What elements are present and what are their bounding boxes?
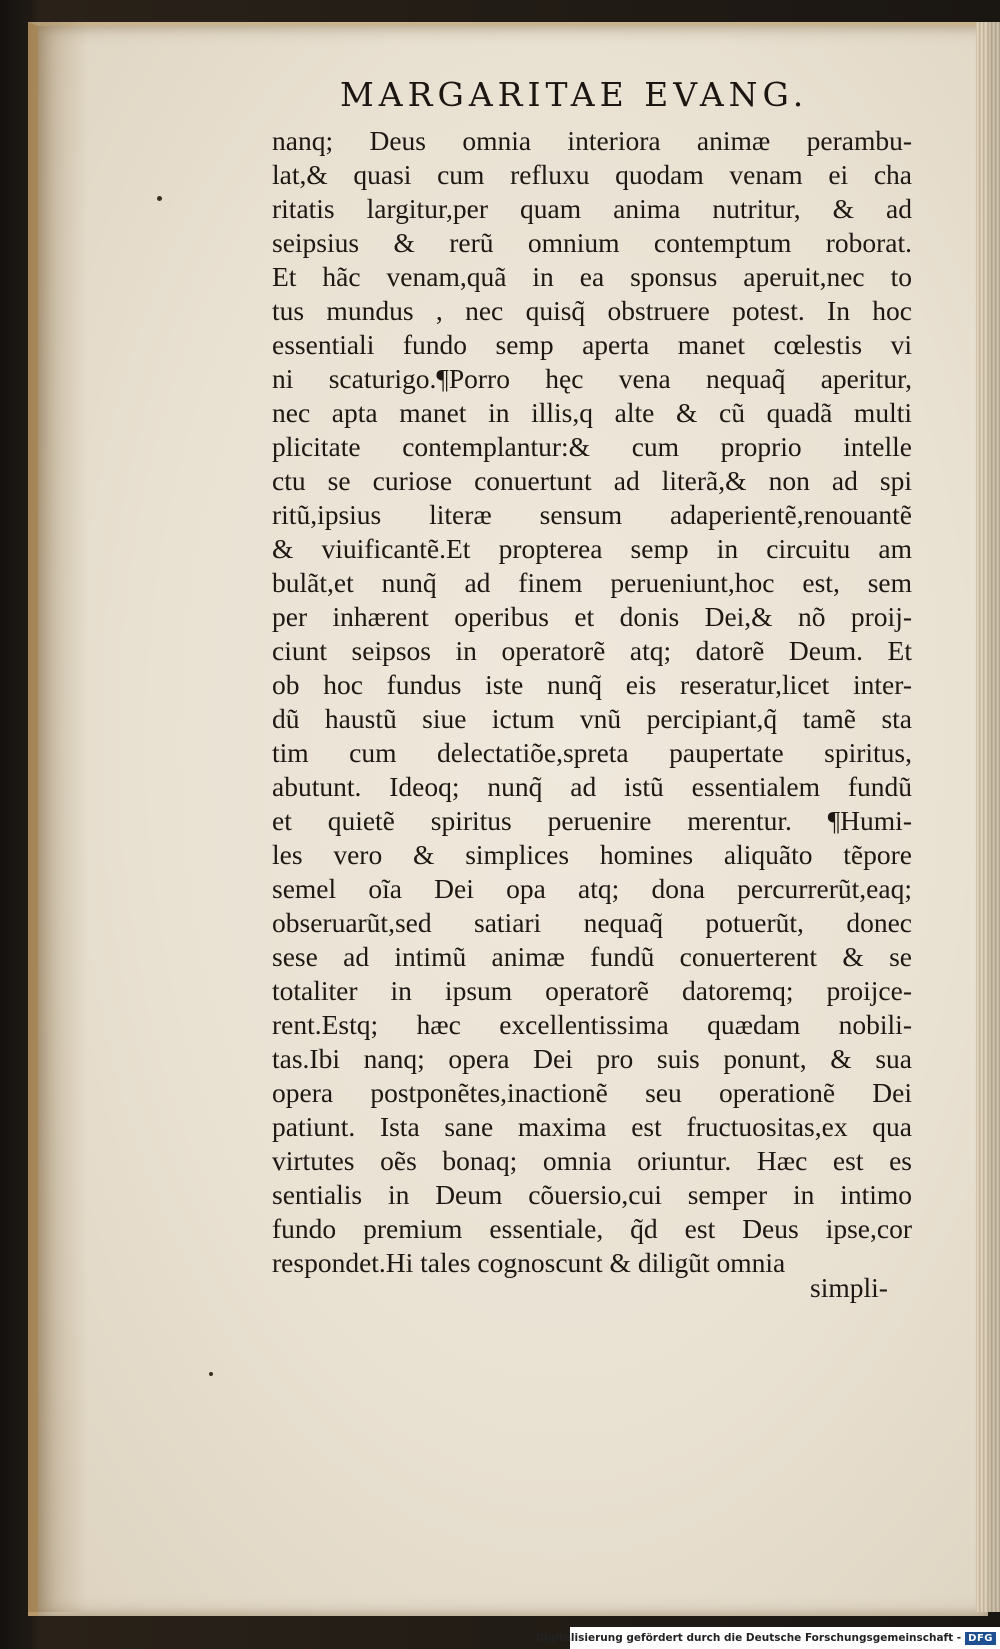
text-line: semel oĩa Dei opa atq; dona percurrerũt,eaq; — [272, 873, 912, 904]
text-line: virtutes oẽs bonaq; omnia oriuntur. Hæc est es — [272, 1145, 912, 1176]
text-line: dũ haustũ siue ictum vnũ percipiant,q̃ tamẽ sta — [272, 703, 912, 734]
text-line: ciunt seipsos in operatorẽ atq; datorẽ Deum. Et — [272, 635, 912, 666]
text-line: nec apta manet in illis,q alte & cũ quadã multi — [272, 397, 912, 428]
text-line: essentiali fundo semp aperta manet cœlestis vi — [272, 329, 912, 360]
text-line: totaliter in ipsum operatorẽ datoremq; proijce- — [272, 975, 912, 1006]
text-line: les vero & simplices homines aliquãto tẽpore — [272, 839, 912, 870]
text-line: fundo premium essentiale, q̃d est Deus ipse,cor — [272, 1213, 912, 1244]
text-line: ritũ,ipsius literæ sensum adaperientẽ,renouantẽ — [272, 499, 912, 530]
spine-shadow — [28, 22, 88, 1612]
text-line: sese ad intimũ animæ fundũ conuerterent & se — [272, 941, 912, 972]
dfg-logo: DFG — [965, 1632, 996, 1645]
text-line: Et hãc venam,quã in ea sponsus aperuit,nec to — [272, 261, 912, 292]
text-line: lat,& quasi cum refluxu quodam venam ei cha — [272, 159, 912, 190]
text-line: per inhærent operibus et donis Dei,& nõ proij- — [272, 601, 912, 632]
text-line: bulãt,et nunq̃ ad finem perueniunt,hoc est, sem — [272, 567, 912, 598]
text-line: ritatis largitur,per quam anima nutritur, & ad — [272, 193, 912, 224]
text-line: seipsius & rerũ omnium contemptum roborat. — [272, 227, 912, 258]
text-line: tim cum delectatiõe,spreta paupertate spiritus, — [272, 737, 912, 768]
body-text — [272, 124, 912, 1280]
page-edges — [976, 22, 1000, 1612]
text-line: ctu se curiose conuertunt ad literã,& non ad spi — [272, 465, 912, 496]
digitization-credit-bar — [535, 1627, 1000, 1649]
text-line: patiunt. Ista sane maxima est fructuositas,ex qua — [272, 1111, 912, 1142]
text-line: & viuificantẽ.Et propterea semp in circuitu am — [272, 533, 912, 564]
text-line: ob hoc fundus iste nunq̃ eis reseratur,licet inter- — [272, 669, 912, 700]
text-line: et quietẽ spiritus peruenire merentur. ¶Humi- — [272, 805, 912, 836]
text-line: ni scaturigo.¶Porro hęc vena nequaq̃ aperitur, — [272, 363, 912, 394]
text-line: sentialis in Deum cõuersio,cui semper in intimo — [272, 1179, 912, 1210]
text-line: obseruarũt,sed satiari nequaq̃ potuerũt, donec — [272, 907, 912, 938]
digitization-credit: Digitalisierung gefördert durch die Deutsche Forschungsgemeinschaft - — [535, 1632, 962, 1644]
text-line: nanq; Deus omnia interiora animæ perambu- — [272, 125, 912, 156]
text-line: tus mundus , nec quisq̃ obstruere potest. In hoc — [272, 295, 912, 326]
text-line: plicitate contemplantur:& cum proprio intelle — [272, 431, 912, 462]
text-line: rent.Estq; hæc excellentissima quædam nobili- — [272, 1009, 912, 1040]
text-line: respondet.Hi tales cognoscunt & diligũt omnia — [272, 1247, 786, 1278]
ink-speck — [157, 196, 162, 201]
catchword: simpli- — [810, 1272, 888, 1303]
text-line: abutunt. Ideoq; nunq̃ ad istũ essentialem fundũ — [272, 771, 912, 802]
text-line: tas.Ibi nanq; opera Dei pro suis ponunt, & sua — [272, 1043, 912, 1074]
text-line: opera postponẽtes,inactionẽ seu operationẽ Dei — [272, 1077, 912, 1108]
running-header: MARGARITAE EVANG. — [340, 75, 809, 114]
ink-speck — [209, 1372, 213, 1376]
